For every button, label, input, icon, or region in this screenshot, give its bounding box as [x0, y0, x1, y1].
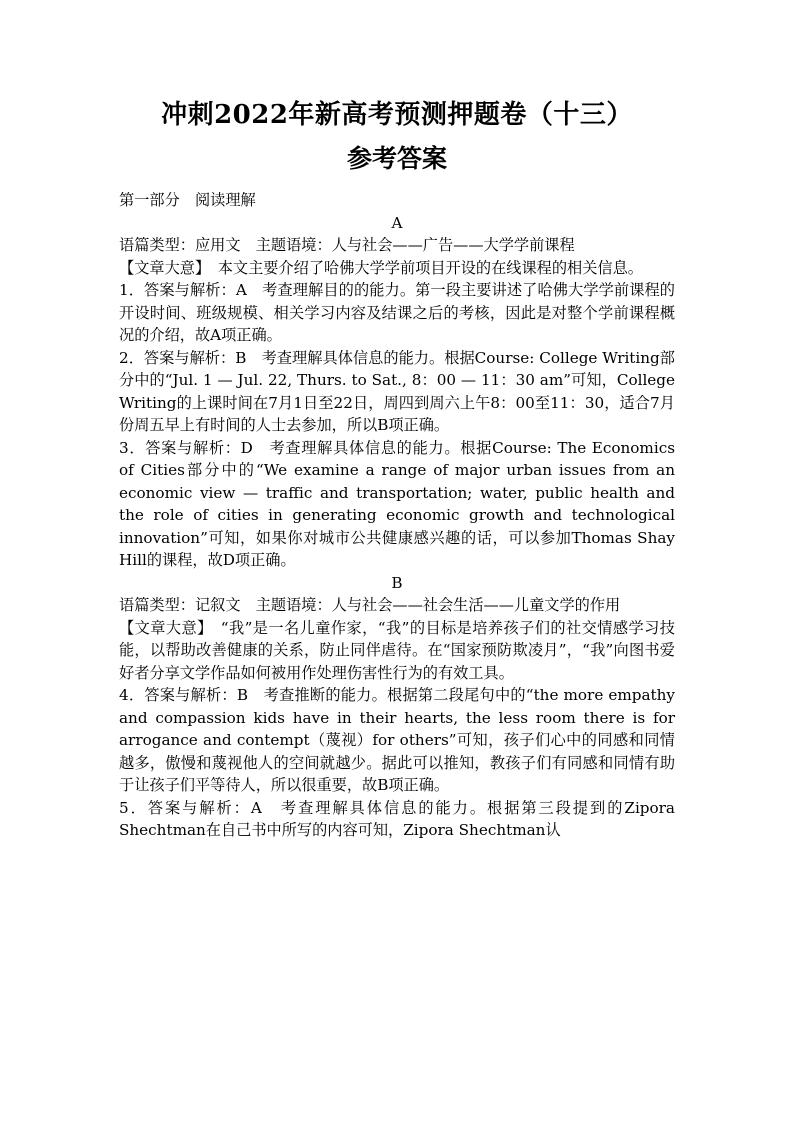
section-a-summary: 【文章大意】 本文主要介绍了哈佛大学学前项目开设的在线课程的相关信息。 — [119, 258, 643, 277]
section-a-genre: 语篇类型：应用文 主题语境：人与社会——广告——大学学前课程 — [119, 236, 575, 254]
section-b-genre: 语篇类型：记叙文 主题语境：人与社会——社会生活——儿童文学的作用 — [119, 596, 621, 614]
answer-page — [119, 95, 675, 842]
section-a — [119, 212, 675, 572]
page-subtitle: 参考答案 — [346, 144, 447, 173]
answer-3: 3．答案与解析：D 考查理解具体信息的能力。根据Course: The Economics of Cities部分中的“We examine a range of major urban issues from an economic view — traffic and transportation; water, public health and the role of cities in generating economic growth and technological innovation”可知，如果你对城市公共健康感兴趣的话，可以参加Thomas Shay Hill的课程，故D项正确。 — [119, 438, 675, 569]
answer-1: 1．答案与解析：A 考查理解目的的能力。第一段主要讲述了哈佛大学学前课程的开设时间、班级规模、相关学习内容及结课之后的考核，因此是对整个学前课程概况的介绍，故A项正确。 — [119, 281, 675, 344]
section-b-summary: 【文章大意】 “我”是一名儿童作家，“我”的目标是培养孩子们的社交情感学习技能，以帮助改善健康的关系，防止同伴虐待。在“国家预防欺凌月”，“我”向图书爱好者分享文学作品如何被用作处理伤害性行为的有效工具。 — [119, 618, 675, 682]
section-a-letter: A — [391, 213, 403, 232]
answer-4: 4．答案与解析：B 考查推断的能力。根据第二段尾句中的“the more empathy and compassion kids have in their hearts, the less room there is for arrogance and contempt（蔑视）for others”可知，孩子们心中的同感和同情越多，傲慢和蔑视他人的空间就越少。据此可以推知，教孩子们有同感和同情有助于让孩子们平等待人，所以很重要，故B项正确。 — [119, 686, 675, 794]
page-title: 冲刺2022年新高考预测押题卷（十三） — [161, 100, 633, 130]
answer-2: 2．答案与解析：B 考查理解具体信息的能力。根据Course: College Writing部分中的“Jul. 1 — Jul. 22, Thurs. to Sat., 8：00 — 11：30 am”可知，College Writing的上课时间在7月1日至22日，周四到周六上午8：00至11：30，适合7月份周五早上有时间的人士去参加，所以B项正确。 — [119, 348, 675, 434]
answer-5: 5．答案与解析：A 考查理解具体信息的能力。根据第三段提到的Zipora Shechtman在自己书中所写的内容可知，Zipora Shechtman认 — [119, 798, 675, 839]
section-b — [119, 572, 675, 842]
section-b-letter: B — [391, 573, 403, 592]
part-heading: 第一部分 阅读理解 — [119, 191, 256, 209]
